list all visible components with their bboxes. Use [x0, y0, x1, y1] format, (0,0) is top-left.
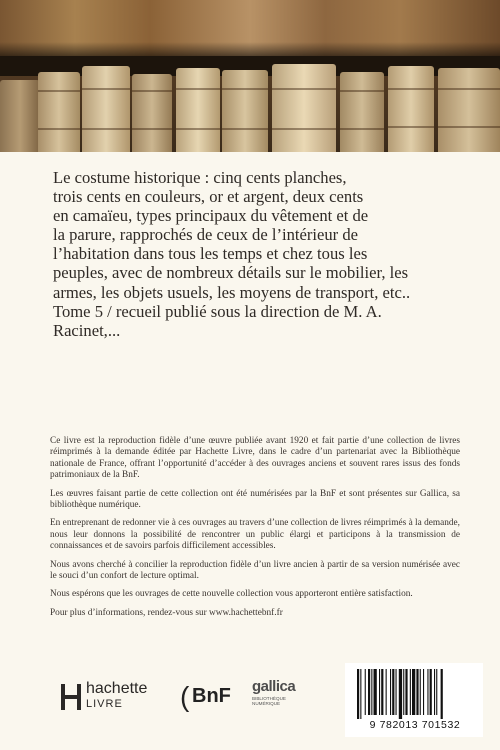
- back-cover-blurb: [50, 436, 460, 626]
- blurb-paragraph: Ce livre est la reproduction fidèle d’une œuvre publiée avant 1920 et fait partie d’une collection de livres réimprimés à la demande éditée par Hachette Livre, dans le cadre d’un partenariat avec la Bibliothèque nationale de France, offrant l’opportunité d’accéder à des ouvrages anciens et souvent rares issus des fonds patrimoniaux de la BnF.: [50, 436, 460, 481]
- book-spine: [82, 66, 130, 152]
- title-line: armes, les objets usuels, les moyens de transport, etc..: [53, 282, 411, 302]
- isbn-barcode: [345, 663, 483, 737]
- hachette-name: hachette: [86, 680, 148, 697]
- book-spine: [176, 68, 220, 152]
- book-spine: [340, 72, 384, 152]
- bnf-text: BnF: [192, 685, 231, 707]
- title-line: en camaïeu, types principaux du vêtement et de: [53, 206, 369, 226]
- title-line: la parure, rapprochés de ceux de l’intérieur de: [53, 225, 358, 245]
- hachette-sub: LIVRE: [86, 698, 123, 710]
- title-line: l’habitation dans tous les temps et chez tous les: [53, 244, 368, 264]
- blurb-paragraph: Nous espérons que les ouvrages de cette nouvelle collection vous apporteront entière satisfaction.: [50, 589, 413, 600]
- barcode-digits: 9 782013 701532: [369, 719, 461, 731]
- gallica-sub: BIBLIOTHÈQUE NUMÉRIQUE: [252, 696, 286, 707]
- gallica-logo: [252, 678, 322, 722]
- book-spine: [272, 64, 336, 152]
- title-line: Racinet,...: [53, 320, 121, 340]
- hachette-livre-logo: [60, 680, 170, 720]
- blurb-paragraph: Les œuvres faisant partie de cette collection ont été numérisées par la BnF et sont présentes sur Gallica, sa bibliothèque numérique.: [50, 488, 460, 511]
- blurb-paragraph: Nous avons cherché à concilier la reproduction fidèle d’un livre ancien à partir de sa version numérisée avec le souci d’un confort de lecture optimal.: [50, 559, 460, 582]
- publisher-logos: [60, 676, 320, 724]
- book-spine: [0, 80, 40, 152]
- book-spine: [388, 66, 434, 152]
- title-line: trois cents en couleurs, or et argent, deux cents: [53, 187, 364, 207]
- shelf-top-books: [0, 0, 500, 56]
- barcode-bars-icon: [355, 669, 473, 719]
- book-spine: [132, 74, 172, 152]
- bnf-bracket-icon: (: [180, 681, 190, 712]
- gallica-text: gallica: [252, 678, 296, 695]
- book-title: [53, 168, 473, 340]
- hachette-h-icon: [60, 682, 82, 712]
- book-spine: [38, 72, 80, 152]
- book-spine: [222, 70, 268, 152]
- header-bookshelf-image: [0, 0, 500, 152]
- title-line: Le costume historique : cinq cents planches,: [53, 168, 347, 187]
- title-line: Tome 5 / recueil publié sous la direction de M. A.: [53, 301, 382, 321]
- blurb-paragraph: En entreprenant de redonner vie à ces ouvrages au travers d’une collection de livres réimprimés à la demande, nous leur donnons la possibilité de rencontrer un public élargi et participons à la transmission de connaissances et de savoirs parfois difficilement accessibles.: [50, 518, 460, 552]
- blurb-website-line: Pour plus d’informations, rendez-vous sur www.hachettebnf.fr: [50, 607, 283, 618]
- bnf-logo: [180, 681, 240, 712]
- book-spine: [438, 68, 500, 152]
- title-line: peuples, avec de nombreux détails sur le mobilier, les: [53, 263, 409, 283]
